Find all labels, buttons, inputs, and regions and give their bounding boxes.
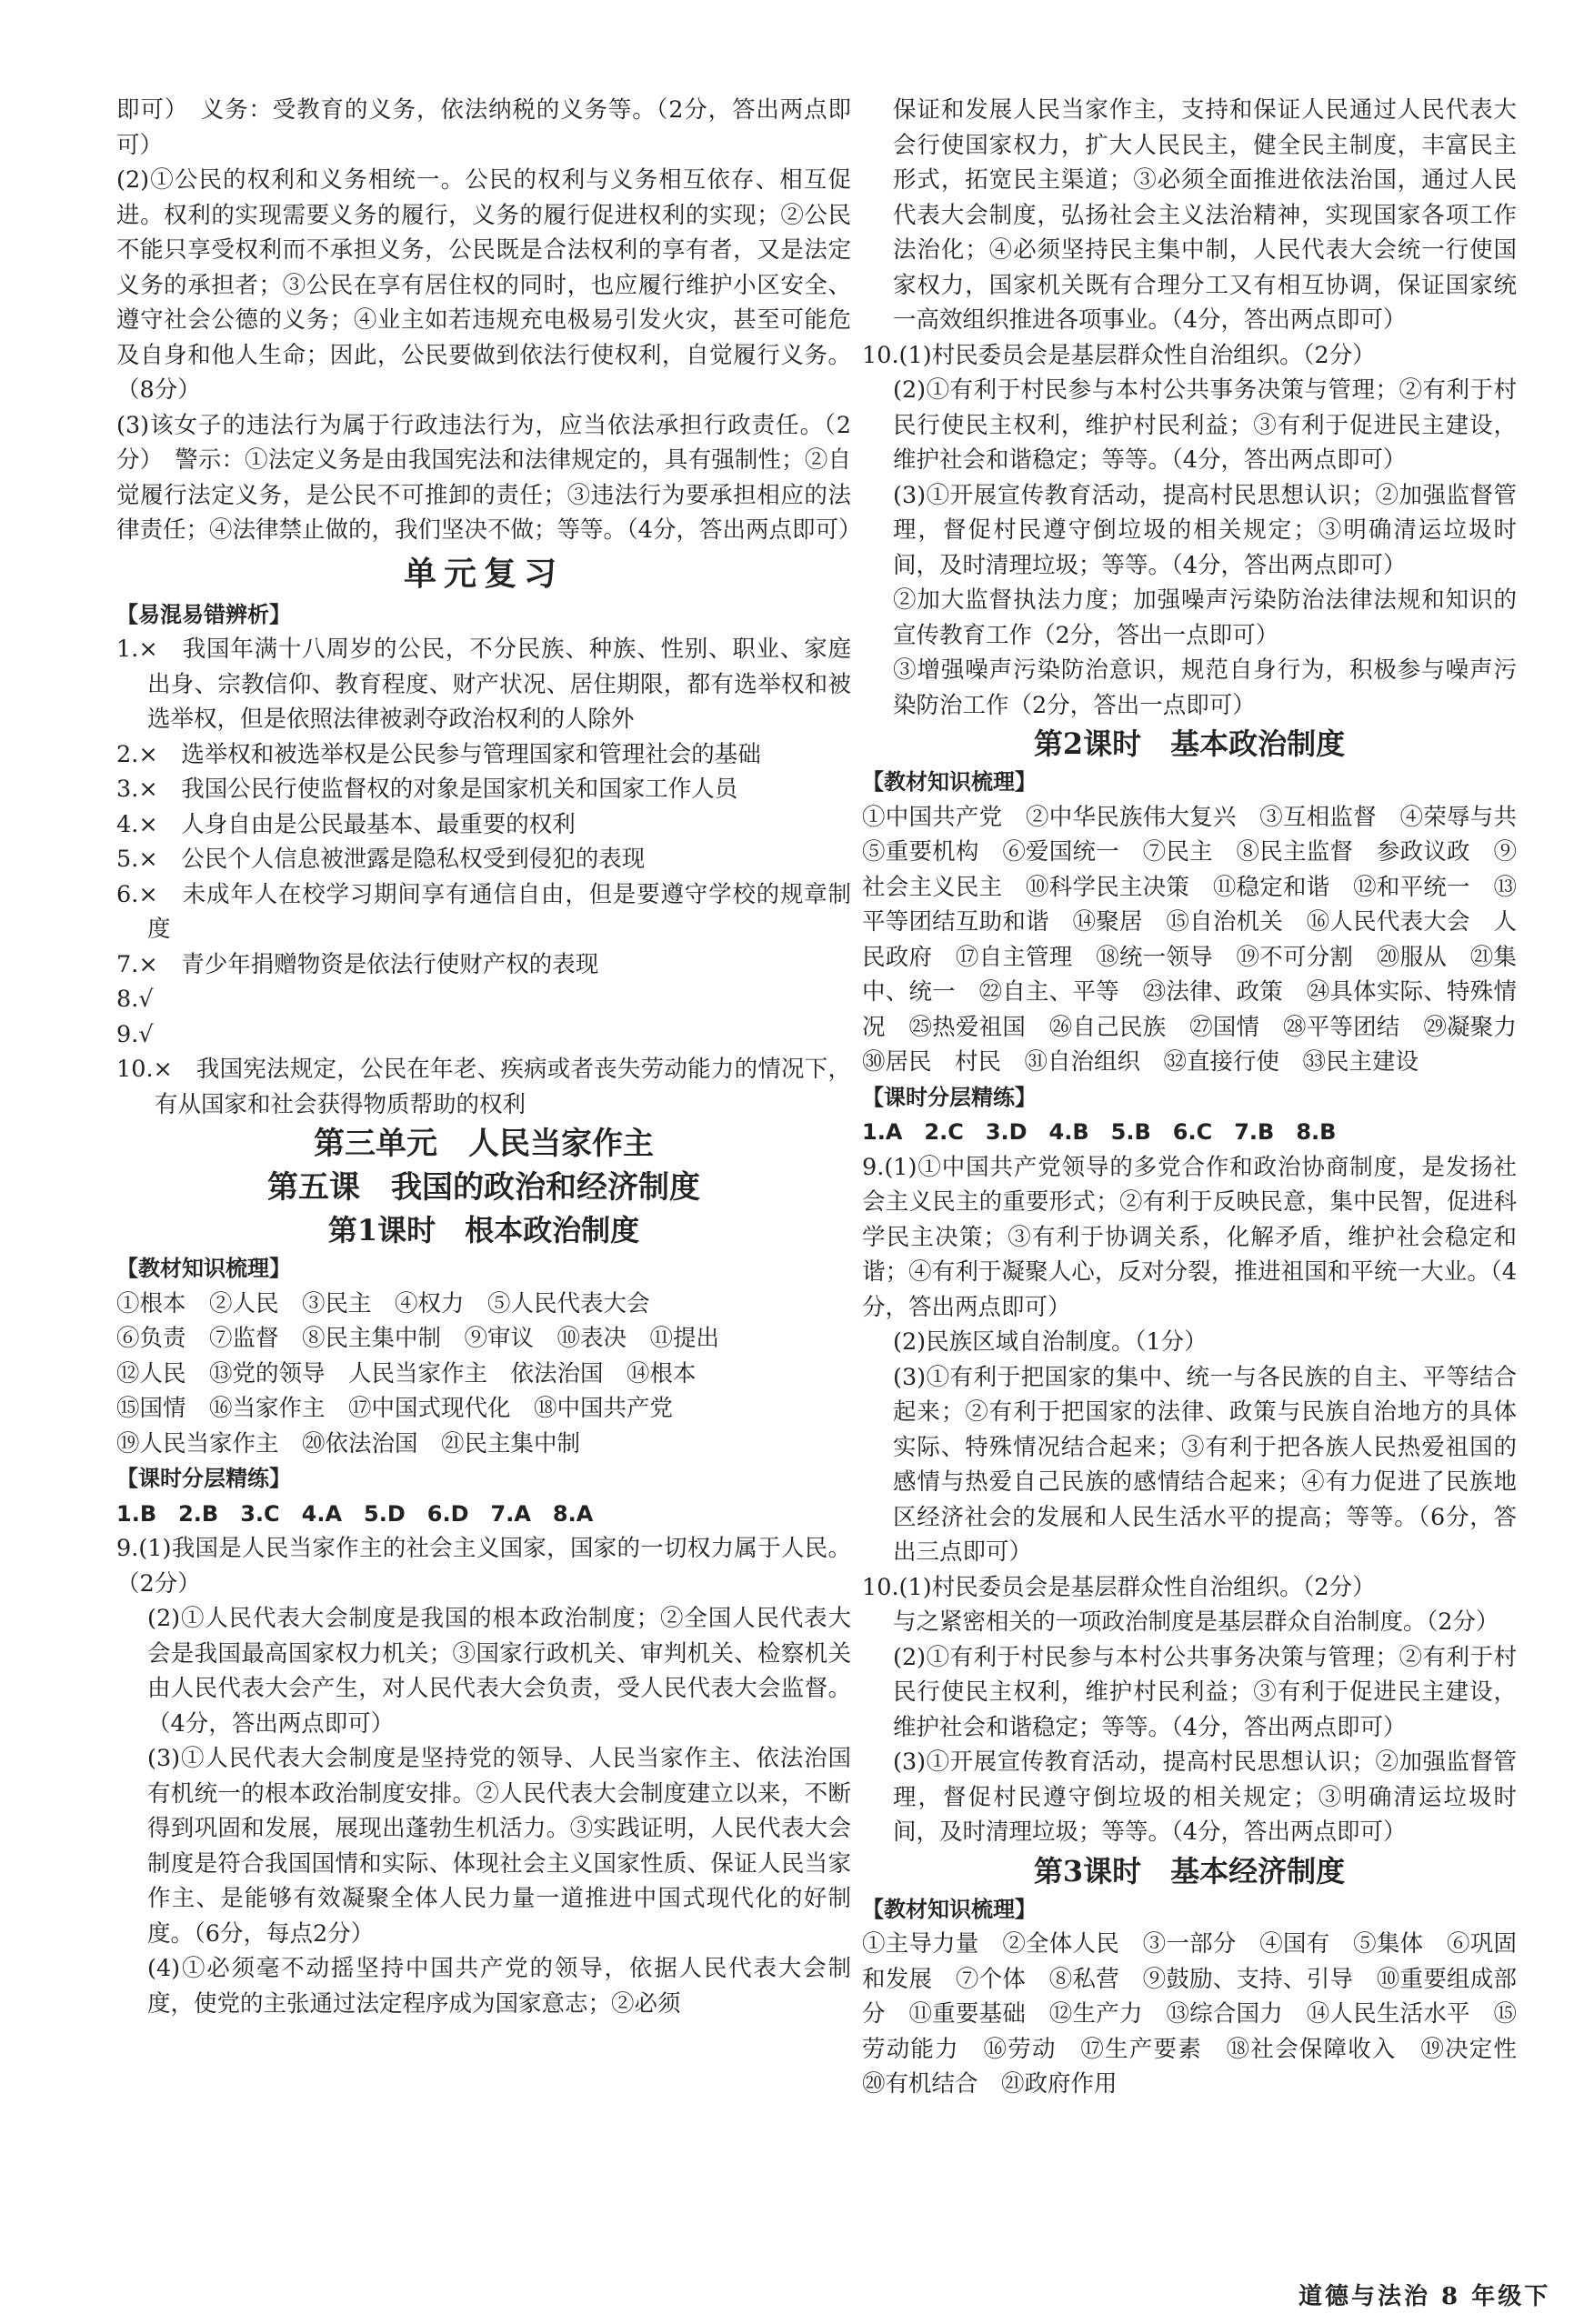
paragraph: 与之紧密相关的一项政治制度是基层群众自治制度。（2分）	[893, 1608, 1499, 1636]
paragraph: (4)①必须毫不动摇坚持中国共产党的领导，依据人民代表大会制度，使党的主张通过法定程序成为国家意志；②必须	[147, 1955, 851, 2018]
list-item: 10.× 我国宪法规定，公民在年老、疾病或者丧失劳动能力的情况下，有从国家和社会获得物质帮助的权利	[116, 1056, 851, 1118]
left-column	[116, 93, 862, 2021]
paragraph: 保证和发展人民当家作主，支持和保证人民通过人民代表大会行使国家权力，扩大人民民主，健全民主制度，丰富民主形式，拓宽民主渠道；③必须全面推进依法治国，通过人民代表大会制度，弘扬社会主义法治精神，实现国家各项工作法治化；④必须坚持民主集中制，人民代表大会统一行使国家权力，国家机关既有合理分工又有相互协调，保证国家统一高效组织推进各项事业。（4分，答出两点即可）	[893, 96, 1517, 334]
list-item: 5.× 公民个人信息被泄露是隐私权受到侵犯的表现	[116, 846, 646, 873]
list-item: 6.× 未成年人在校学习期间享有通信自由，但是要遵守学校的规章制度	[116, 880, 851, 943]
section-tag: 【教材知识梳理】	[862, 1896, 1037, 1922]
paragraph: (3)①开展宣传教育活动，提高村民思想认识；②加强监督管理，督促村民遵守倒垃圾的相关规定；③明确清运垃圾时间，及时清理垃圾；等等。（4分，答出两点即可）	[893, 1748, 1517, 1846]
paragraph: (2)①人民代表大会制度是我国的根本政治制度；②全国人民代表大会是我国最高国家权力机关；③国家行政机关、审判机关、检察机关由人民代表大会产生，对人民代表大会负责，受人民代表大会监督。（4分，答出两点即可）	[147, 1605, 851, 1738]
paragraph: ②加大监督执法力度；加强噪声污染防治法律法规和知识的宣传教育工作（2分，答出一点即可）	[893, 586, 1517, 649]
choice-answers: 1.B 2.B 3.C 4.A 5.D 6.D 7.A 8.A	[116, 1500, 594, 1527]
section-tag: 【课时分层精练】	[116, 1466, 291, 1491]
paragraph: (3)①开展宣传教育活动，提高村民思想认识；②加强监督管理，督促村民遵守倒垃圾的相关规定；③明确清运垃圾时间，及时清理垃圾；等等。（4分，答出两点即可）	[893, 481, 1517, 579]
knowledge-line: ①根本 ②人民 ③民主 ④权力 ⑤人民代表大会	[116, 1289, 650, 1317]
paragraph: (2)①公民的权利和义务相统一。公民的权利与义务相互依存、相互促进。权利的实现需要义务的履行，义务的履行促进权利的实现；②公民不能只享受权利而不承担义务，公民既是合法权利的享有者，又是法定义务的承担者；③公民在享有居住权的同时，也应履行维护小区安全、遵守社会公德的义务；④业主如若违规充电极易引发火灾，甚至可能危及自身和他人生命；因此，公民要做到依法行使权利，自觉履行义务。（8分）	[116, 166, 851, 404]
period-title: 第1课时 根本政治制度	[327, 1213, 640, 1247]
unit-review-heading: 单元复习	[403, 554, 564, 593]
paragraph: 10.(1)村民委员会是基层群众性自治组织。（2分）	[862, 341, 1376, 369]
paragraph: (2)民族区域自治制度。（1分）	[893, 1328, 1208, 1356]
paragraph: 9.(1)我国是人民当家作主的社会主义国家，国家的一切权力属于人民。（2分）	[116, 1535, 851, 1598]
knowledge-block: ①中国共产党 ②中华民族伟大复兴 ③互相监督 ④荣辱与共 ⑤重要机构 ⑥爱国统一 ⑦民主 ⑧民主监督 参政议政 ⑨社会主义民主 ⑩科学民主决策 ⑪稳定和谐 ⑫和平统一 ⑬平等团结互助和谐 ⑭聚居 ⑮自治机关 ⑯人民代表大会 人民政府 ⑰自主管理 ⑱统一领导 ⑲不可分割 ⑳服从 ㉑集中、统一 ㉒自主、平等 ㉓法律、政策 ㉔具体实际、特殊情况 ㉕热爱祖国 ㉖自己民族 ㉗国情 ㉘平等团结 ㉙凝聚力 ㉚居民 村民 ㉛自治组织 ㉜直接行使 ㉝民主建设	[862, 803, 1540, 1076]
knowledge-line: ⑲人民当家作主 ⑳依法治国 ㉑民主集中制	[116, 1429, 581, 1458]
list-item: 3.× 我国公民行使监督权的对象是国家机关和国家工作人员	[116, 776, 738, 803]
section-tag: 【教材知识梳理】	[862, 769, 1037, 795]
period-title: 第2课时 基本政治制度	[1033, 726, 1346, 761]
period-title: 第3课时 基本经济制度	[1033, 1853, 1346, 1888]
list-item: 8.√	[116, 986, 154, 1013]
paragraph: (2)①有利于村民参与本村公共事务决策与管理；②有利于村民行使民主权利，维护村民利益；③有利于促进民主建设，维护社会和谐稳定；等等。（4分，答出两点即可）	[893, 376, 1517, 474]
knowledge-block: ①主导力量 ②全体人民 ③一部分 ④国有 ⑤集体 ⑥巩固和发展 ⑦个体 ⑧私营 ⑨鼓励、支持、引导 ⑩重要组成部分 ⑪重要基础 ⑫生产力 ⑬综合国力 ⑭人民生活水平 ⑮劳动能力 ⑯劳动 ⑰生产要素 ⑱社会保障收入 ⑲决定性 ⑳有机结合 ㉑政府作用	[862, 1930, 1540, 2098]
knowledge-line: ⑫人民 ⑬党的领导 人民当家作主 依法治国 ⑭根本	[116, 1359, 697, 1387]
choice-answers: 1.A 2.C 3.D 4.B 5.B 6.C 7.B 8.B	[862, 1119, 1337, 1145]
paragraph: (3)①人民代表大会制度是坚持党的领导、人民当家作主、依法治国有机统一的根本政治制度安排。②人民代表大会制度建立以来，不断得到巩固和发展，展现出蓬勃生机活力。③实践证明，人民代表大会制度是符合我国国情和实际、体现社会主义国家性质、保证人民当家作主、是能够有效凝聚全体人民力量一道推进中国式现代化的好制度。（6分，每点2分）	[147, 1745, 851, 1948]
paragraph: (3)①有利于把国家的集中、统一与各民族的自主、平等结合起来；②有利于把国家的法律、政策与民族自治地方的具体实际、特殊情况结合起来；③有利于把各族人民热爱祖国的感情与热爱自己民族的感情结合起来；④有力促进了民族地区经济社会的发展和人民生活水平的提高；等等。（6分，答出三点即可）	[893, 1363, 1517, 1566]
section-tag: 【课时分层精练】	[862, 1084, 1037, 1110]
paragraph: (3)该女子的违法行为属于行政违法行为，应当依法承担行政责任。（2分） 警示：①法定义务是由我国宪法和法律规定的，具有强制性；②自觉履行法定义务，是公民不可推卸的责任；③违法行为要承担相应的法律责任；④法律禁止做的，我们坚决不做；等等。（4分，答出两点即可）	[116, 411, 862, 544]
unit-title: 第三单元 人民当家作主	[314, 1126, 654, 1162]
paragraph: 10.(1)村民委员会是基层群众性自治组织。（2分）	[862, 1573, 1376, 1601]
page-footer: 道德与法治 8 年级下	[1298, 2283, 1551, 2310]
knowledge-line: ⑥负责 ⑦监督 ⑧民主集中制 ⑨审议 ⑩表决 ⑪提出	[116, 1325, 720, 1352]
right-column	[862, 93, 1540, 2102]
paragraph: ③增强噪声污染防治意识，规范自身行为，积极参与噪声污染防治工作（2分，答出一点即可）	[893, 656, 1517, 719]
list-item: 2.× 选举权和被选举权是公民参与管理国家和管理社会的基础	[116, 740, 761, 768]
paragraph: 即可） 义务：受教育的义务，依法纳税的义务等。（2分，答出两点即可）	[116, 96, 851, 159]
list-item: 1.× 我国年满十八周岁的公民，不分民族、种族、性别、职业、家庭出身、宗教信仰、教育程度、财产状况、居住期限，都有选举权和被选举权，但是依照法律被剥夺政治权利的人除外	[116, 636, 851, 733]
section-tag: 【教材知识梳理】	[116, 1256, 291, 1281]
list-item: 9.√	[116, 1020, 154, 1048]
list-item: 4.× 人身自由是公民最基本、最重要的权利	[116, 810, 576, 838]
paragraph: (2)①有利于村民参与本村公共事务决策与管理；②有利于村民行使民主权利，维护村民利益；③有利于促进民主建设，维护社会和谐稳定；等等。（4分，答出两点即可）	[893, 1643, 1517, 1741]
knowledge-line: ⑮国情 ⑯当家作主 ⑰中国式现代化 ⑱中国共产党	[116, 1395, 674, 1422]
lesson-title: 第五课 我国的政治和经济制度	[267, 1169, 700, 1206]
list-item: 7.× 青少年捐赠物资是依法行使财产权的表现	[116, 950, 599, 978]
section-tag: 【易混易错辨析】	[116, 601, 291, 627]
paragraph: 9.(1)①中国共产党领导的多党合作和政治协商制度，是发扬社会主义民主的重要形式；②有利于反映民意，集中民智，促进科学民主决策；③有利于协调关系，化解矛盾，维护社会稳定和谐；④有利于凝聚人心，反对分裂，推进祖国和平统一大业。（4分，答出两点即可）	[862, 1153, 1517, 1321]
